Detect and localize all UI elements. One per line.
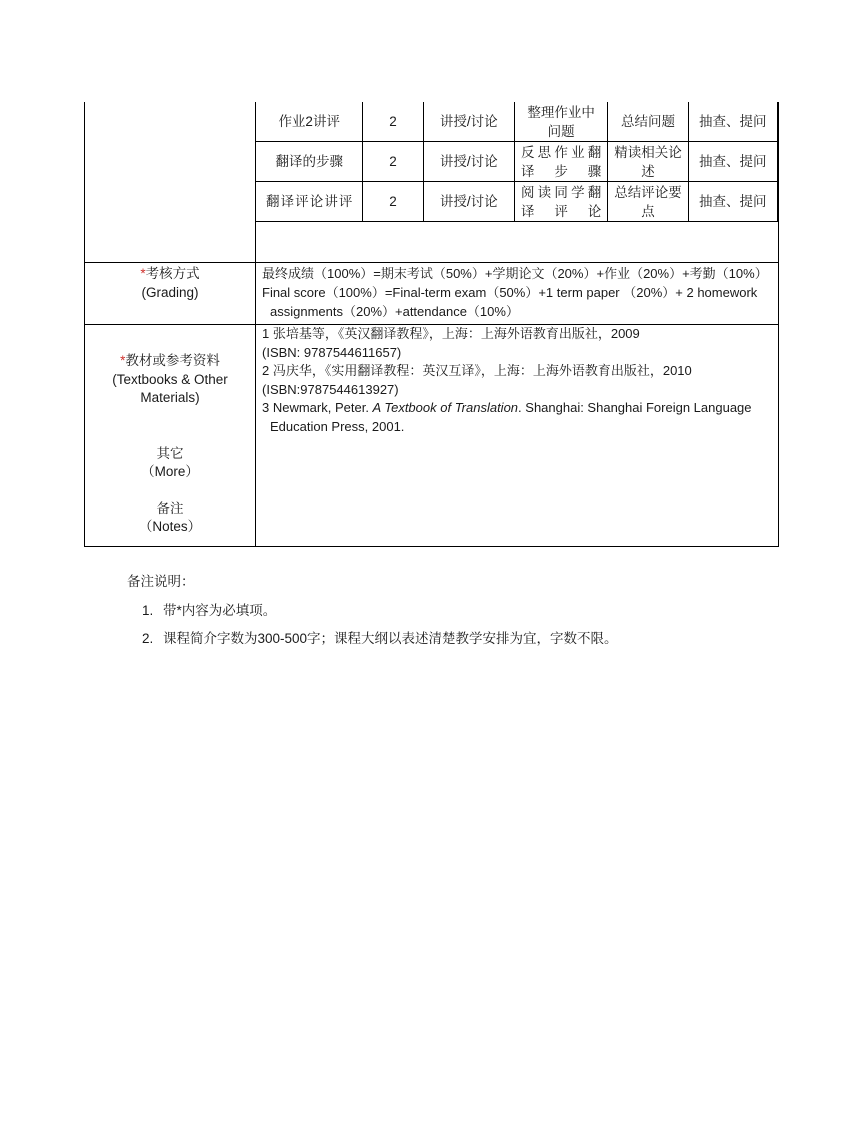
reference-3-title: A Textbook of Translation [372,400,519,415]
materials-content [262,325,777,436]
footnote-item: 1. 带*内容为必填项。 [157,597,618,626]
footnotes-title: 备注说明： [127,574,195,589]
topic-cell: 作业2讲评 [256,102,363,142]
more-label-en: （More） [141,464,199,479]
grading-line-en-2: assignments（20%）+attendance（10%） [270,304,519,319]
teacher-focus-cell: 总结评论要点 [608,182,688,222]
footnotes [127,568,618,654]
method-cell: 讲授/讨论 [423,102,514,142]
method-cell: 讲授/讨论 [423,142,514,182]
grading-line-en-1: Final score（100%）=Final-term exam（50%）+1 term paper （20%）+ 2 homework [262,285,758,300]
hours-cell: 2 [363,182,423,222]
teacher-focus-cell: 精读相关论述 [608,142,688,182]
topic-cell: 翻译评论讲评 [256,182,363,222]
reference-2-isbn: (ISBN:9787544613927) [262,381,399,397]
reference-1-isbn: (ISBN: 9787544611657) [262,344,402,360]
materials-label-cn: *教材或参考资料 [120,353,220,368]
schedule-row [256,102,778,142]
materials-label-en-2: Materials) [140,390,200,405]
topic-cell: 翻译的步骤 [256,142,363,182]
student-prep-cell: 阅读同学翻译评论 [514,182,607,222]
hours-cell: 2 [363,102,423,142]
reference-3-line2: Education Press, 2001. [270,418,405,434]
grading-label-cn: *考核方式 [140,266,200,281]
assessment-cell: 抽查、提问 [688,182,777,222]
required-star: * [120,353,126,368]
schedule-left-cell [85,102,256,262]
student-prep-cell: 整理作业中问题 [514,102,607,142]
footnotes-list [127,597,618,654]
grading-content [262,264,777,321]
schedule-row [256,182,778,222]
notes-label-en: （Notes） [138,519,202,534]
grading-label [85,264,255,302]
notes-label-cn: 备注 [156,500,184,516]
required-star: * [140,266,146,281]
grading-line-cn: 最终成绩（100%）=期末考试（50%）+学期论文（20%）+作业（20%）+考勤（10%） [262,266,768,281]
hours-cell: 2 [363,142,423,182]
teacher-focus-cell: 总结问题 [608,102,688,142]
more-label-cn: 其它 [156,445,184,461]
materials-label-en-1: (Textbooks & Other [112,371,228,387]
assessment-cell: 抽查、提问 [688,142,777,182]
method-cell: 讲授/讨论 [423,182,514,222]
student-prep-cell: 反思作业翻译步骤 [514,142,607,182]
grading-label-en: (Grading) [141,285,199,300]
reference-3: 3 Newmark, Peter. A Textbook of Translation. Shanghai: Shanghai Foreign Language [262,400,752,415]
assessment-cell: 抽查、提问 [688,102,777,142]
schedule-table [255,102,778,222]
footnote-item: 2. 课程简介字数为300-500字；课程大纲以表述清楚教学安排为宜，字数不限。 [157,625,618,654]
reference-2: 2 冯庆华，《实用翻译教程：英汉互译》，上海：上海外语教育出版社，2010 [262,363,692,378]
schedule-row [256,142,778,182]
reference-1: 1 张培基等，《英汉翻译教程》，上海：上海外语教育出版社，2009 [262,326,640,341]
materials-label [85,352,255,537]
